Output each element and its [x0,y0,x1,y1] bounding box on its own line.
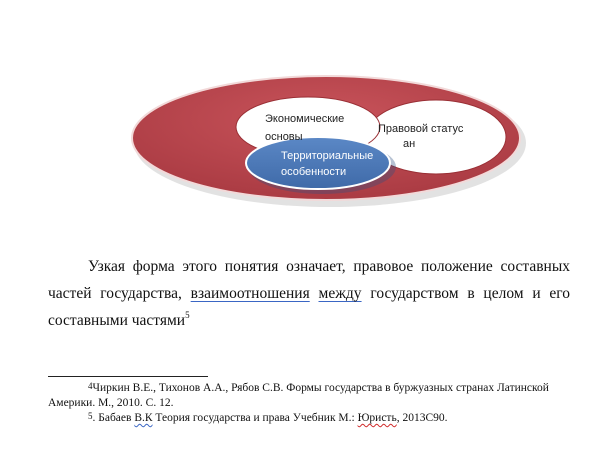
paragraph-text-2a: частей государства, [48,285,182,302]
legal-label-2: ан [403,138,416,150]
footnote-5-text-b: Теория государства и права Учебник М.: [152,412,358,424]
footnote-4-line-1 [48,381,570,396]
territorial-label-1: Территориальные [281,150,374,162]
footnote-5-initials: В.К [134,412,153,424]
paragraph-line-2 [48,285,570,311]
footnote-5 [48,411,570,426]
economic-label-1: Экономические [265,113,345,125]
grammar-flag-2[interactable]: между [318,285,362,302]
footnote-mark-5: 5 [88,411,93,421]
paragraph-text-3: составными частями [48,312,186,329]
territorial-ellipse [246,137,390,189]
footnote-4-text-2: Америки. М., 2010. С. 12. [48,397,174,409]
footnote-5-publisher: Юристь [357,412,397,424]
paragraph-text-2b: государством в целом и его [370,285,571,302]
footnote-mark-4: 4 [88,381,93,391]
footnote-4-line-2 [48,396,570,411]
footnote-separator [48,376,208,377]
paragraph-text-1: Узкая форма этого понятия означает, правовое положение составных [88,258,570,275]
economic-label-2: основы [265,131,303,143]
paragraph-line-1 [48,258,570,284]
territorial-label-2: особенности [281,166,347,178]
paragraph-line-3 [48,312,570,338]
footnote-4-text: Чиркин В.Е., Тихонов А.А., Рябов С.В. Формы государства в буржуазных странах Латинской [92,382,549,394]
footnote-5-text-c: , 2013С90. [396,412,448,424]
footnote-5-text-a: . Бабаев [92,412,135,424]
legal-label-1: Правовой статус [378,123,464,135]
grammar-flag-1[interactable]: взаимоотношения [190,285,310,302]
footnote-ref-5[interactable]: 5 [185,310,190,320]
